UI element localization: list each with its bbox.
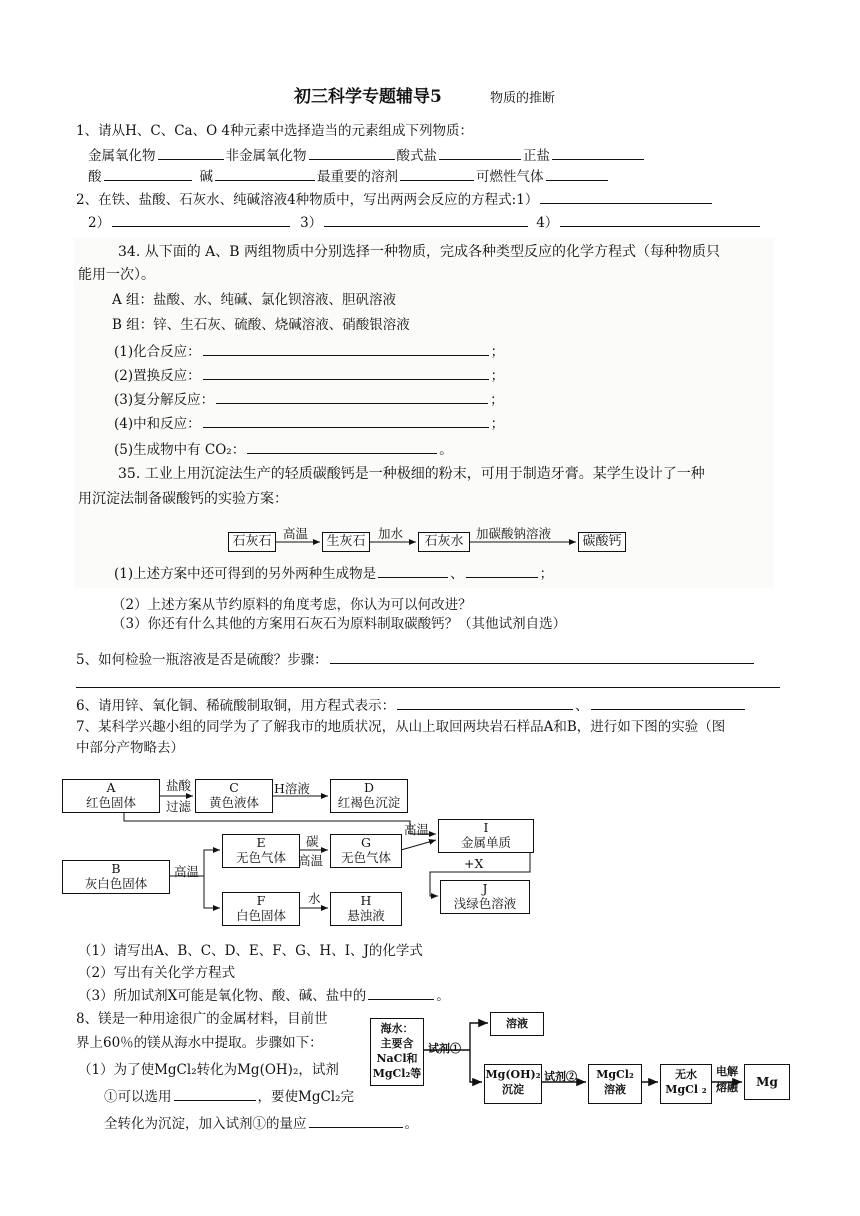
q8-electrolysis: 电解 熔融 [716, 1065, 738, 1094]
q35-sub3: （3）你还有什么其他的方案用石灰石为原料制取碳酸钙？（其他试剂自选） [112, 616, 567, 632]
q8-line4: ①可以选用 ，要使MgCl₂完 [104, 1089, 355, 1105]
node-F: F 白色固体 [222, 892, 300, 926]
flow-caco3: 碳酸钙 [578, 532, 626, 552]
q35-sub2: （2）上述方案从节约原料的角度考虑，你认为可以何改进？ [112, 597, 472, 613]
node-E: E 无色气体 [222, 834, 300, 868]
node-H: H 悬浊液 [330, 892, 402, 926]
q34-line1: 34. 从下面的 A、B 两组物质中分别选择一种物质，完成各种类型反应的化学方程式（每种物质只 [118, 244, 721, 260]
page-subtitle: 物质的推断 [490, 91, 556, 106]
q8-line5: 全转化为沉淀，加入试剂①的量应 。 [104, 1116, 418, 1132]
label-hot1: 高温 [404, 822, 430, 837]
q7-sub2: （2）写出有关化学方程式 [78, 965, 236, 981]
q7-sub3: （3）所加试剂X可能是氧化物、酸、碱、盐中的 。 [78, 988, 450, 1004]
label-carbon: 碳 [306, 834, 319, 849]
label-hot3: 高温 [174, 864, 200, 879]
label-water: 水 [308, 891, 321, 906]
q8-mgoh2: Mg(OH)₂ 沉淀 [484, 1064, 542, 1104]
q34-groupA: A 组：盐酸、水、纯碱、氯化钡溶液、胆矾溶液 [112, 292, 397, 308]
label-hsol: H溶液 [274, 781, 310, 796]
q8-solution: 溶液 [490, 1012, 544, 1036]
q8-line1: 8、镁是一种用途很广的金属材料，目前世 [76, 1011, 328, 1027]
label-hcl: 盐酸 [166, 778, 192, 793]
q1-stem: 1、请从H、C、Ca、O 4种元素中选择造当的元素组成下列物质： [76, 123, 474, 139]
page-title: 初三科学专题辅导5 [294, 87, 442, 107]
node-A: A 红色固体 [62, 779, 160, 813]
q8-mgcl2-sol: MgCl₂ 溶液 [588, 1064, 642, 1104]
q34-groupB: B 组：锌、生石灰、硫酸、烧碱溶液、硝酸银溶液 [112, 317, 410, 333]
node-C: C 黄色液体 [195, 779, 273, 813]
q6-stem: 6、请用锌、氧化铜、稀硫酸制取铜，用方程式表示： 、 [76, 696, 747, 715]
q2-row2: 2） 3） 4） [88, 213, 762, 232]
q8-reagent2: 试剂② [544, 1070, 577, 1083]
node-J: J 浅绿色溶液 [440, 880, 530, 914]
node-I: I 金属单质 [438, 819, 534, 853]
node-B: B 灰白色固体 [62, 860, 170, 894]
q34-item5: (5)生成物中有 CO₂： 。 [114, 442, 453, 458]
label-hot2: 高温 [298, 853, 324, 868]
q34-item3: (3)复分解反应： ； [114, 392, 504, 408]
q35-line1: 35. 工业上用沉淀法生产的轻质碳酸钙是一种极细的粉末，可用于制造牙膏。某学生设计了一种 [118, 466, 705, 482]
q34-item1: (1)化合反应： ； [114, 344, 505, 360]
node-G: G 无色气体 [330, 834, 402, 868]
q5-stem: 5、如何检验一瓶溶液是否是硫酸？步骤： [76, 650, 756, 669]
flow-limewater: 石灰水 [418, 532, 470, 552]
q1-row1: 金属氧化物 非金属氧化物 酸式盐 正盐 [88, 146, 646, 165]
node-D: D 红褐色沉淀 [330, 779, 408, 813]
q8-line2: 界上60％的镁从海水中提取。步骤如下： [76, 1035, 323, 1051]
q1-row2: 酸 碱 最重要的溶剂 可燃性气体 [88, 167, 610, 186]
q2-stem: 2、在铁、盐酸、石灰水、纯碱溶液4种物质中，写出两两会反应的方程式:1） [76, 190, 714, 209]
q35-sub1: (1)上述方案中还可得到的另外两种生成物是 、 ； [114, 566, 554, 582]
label-plusx: +X [464, 856, 484, 871]
q8-line3: （1）为了使MgCl₂转化为Mg(OH)₂，试剂 [78, 1062, 339, 1078]
q35-line2: 用沉淀法制备碳酸钙的实验方案： [78, 491, 288, 507]
q34-item2: (2)置换反应： ； [114, 368, 505, 384]
flow-label-heat: 高温 [283, 526, 309, 541]
q34-item4: (4)中和反应： ； [114, 416, 505, 432]
q7-line1: 7、某科学兴趣小组的同学为了了解我市的地质状况，从山上取回两块岩石样品A和B，进行如下图的实验（图 [76, 719, 726, 735]
q8-anhydrous: 无水 MgCl ₂ [660, 1064, 712, 1104]
q8-mg: Mg [744, 1064, 790, 1100]
flow-label-na2co3: 加碳酸钠溶液 [476, 526, 552, 541]
q8-reagent1: 试剂① [428, 1042, 461, 1055]
q7-sub1: （1）请写出A、B、C、D、E、F、G、H、I、J的化学式 [78, 943, 423, 959]
label-filter: 过滤 [166, 799, 192, 814]
q34-line2: 能用一次）。 [78, 267, 155, 283]
flow-quicklime: 生灰石 [322, 532, 370, 552]
flow-label-water: 加水 [378, 526, 404, 541]
q8-seawater: 海水： 主要含 NaCl和 MgCl₂等 [370, 1018, 424, 1086]
q7-line2: 中部分产物略去） [76, 740, 184, 756]
flow-limestone: 石灰石 [228, 532, 276, 552]
